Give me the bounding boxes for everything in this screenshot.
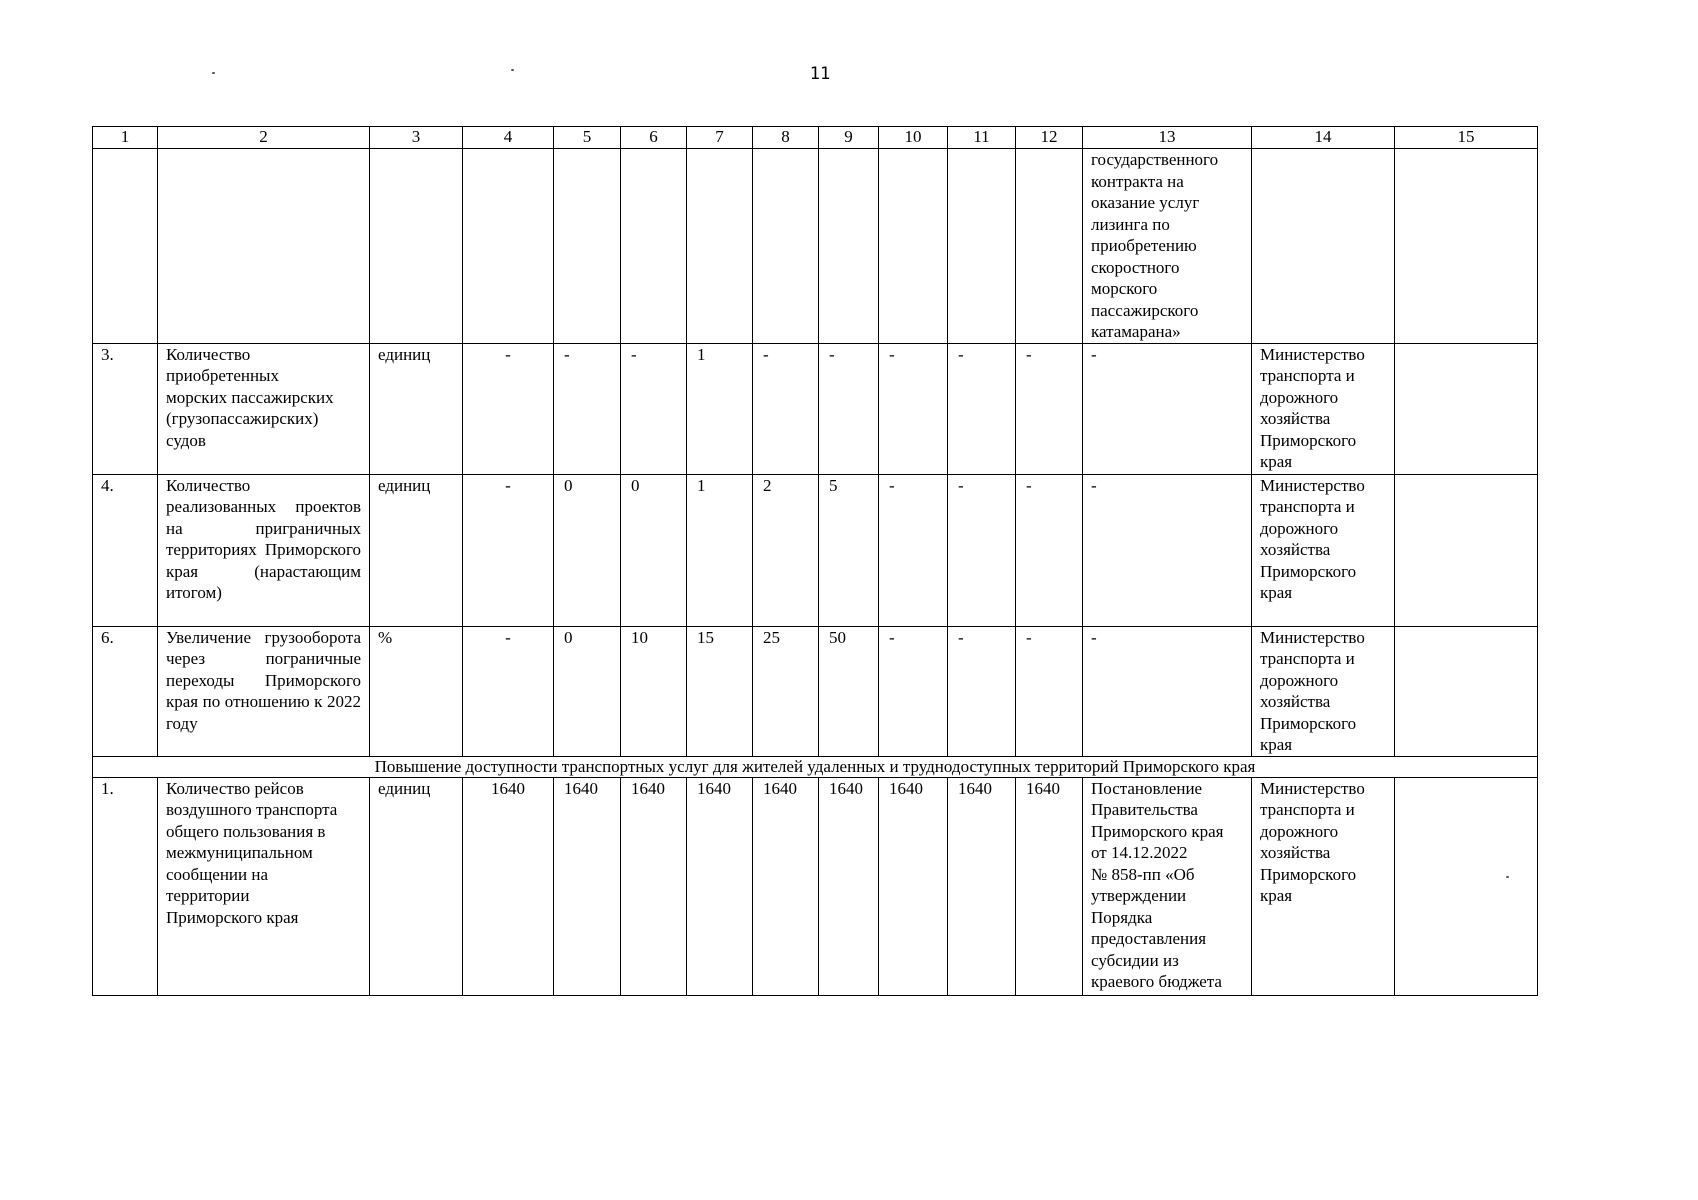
empty-cell — [463, 149, 554, 344]
value-cell: 1640 — [1016, 777, 1083, 995]
value-cell: - — [879, 626, 948, 756]
column-number: 2 — [158, 127, 370, 149]
empty-cell — [370, 149, 463, 344]
value-cell: 1640 — [687, 777, 753, 995]
responsible-cell: Министерство транспорта и дорожного хозяйства Приморского края — [1252, 777, 1395, 995]
note-cell — [1395, 474, 1538, 626]
indicator-rows-group-a — [93, 343, 1538, 756]
empty-cell — [554, 149, 621, 344]
row-number: 4. — [93, 474, 158, 626]
column-number: 8 — [753, 127, 819, 149]
indicator-name: Количество реализованных проектов на приграничных территориях Приморского края (нарастающим итогом) — [158, 474, 370, 626]
basis-cell: Постановление Правительства Приморского края от 14.12.2022 № 858-пп «Об утверждении Порядка предоставления субсидии из краевого бюджета — [1083, 777, 1252, 995]
basis-cell: государственного контракта на оказание услуг лизинга по приобретению скоростного морского пассажирского катамарана» — [1083, 149, 1252, 344]
indicator-row — [93, 777, 1538, 995]
value-cell: 0 — [554, 474, 621, 626]
value-cell: - — [1016, 343, 1083, 474]
column-number: 5 — [554, 127, 621, 149]
value-cell: 5 — [819, 474, 879, 626]
column-number: 4 — [463, 127, 554, 149]
value-cell: 1640 — [621, 777, 687, 995]
indicator-name: Увеличение грузооборота через пограничные переходы Приморского края по отношению к 2022 году — [158, 626, 370, 756]
column-number: 1 — [93, 127, 158, 149]
value-cell: 1 — [687, 474, 753, 626]
value-cell: 10 — [621, 626, 687, 756]
empty-cell — [948, 149, 1016, 344]
responsible-cell: Министерство транспорта и дорожного хозяйства Приморского края — [1252, 626, 1395, 756]
value-cell: 1640 — [948, 777, 1016, 995]
value-cell: - — [948, 343, 1016, 474]
responsible-cell: Министерство транспорта и дорожного хозяйства Приморского края — [1252, 343, 1395, 474]
column-number: 7 — [687, 127, 753, 149]
indicator-row — [93, 474, 1538, 626]
column-number: 14 — [1252, 127, 1395, 149]
indicators-table — [92, 126, 1538, 996]
empty-cell — [753, 149, 819, 344]
row-number: 1. — [93, 777, 158, 995]
empty-cell — [1252, 149, 1395, 344]
unit-cell: % — [370, 626, 463, 756]
column-number: 15 — [1395, 127, 1538, 149]
value-cell: 2 — [753, 474, 819, 626]
value-cell: - — [879, 474, 948, 626]
note-cell — [1395, 777, 1538, 995]
section-row — [93, 756, 1538, 777]
scan-speck — [511, 69, 514, 71]
value-cell: 50 — [819, 626, 879, 756]
indicator-row — [93, 626, 1538, 756]
empty-cell — [93, 149, 158, 344]
value-cell: - — [463, 474, 554, 626]
value-cell: - — [621, 343, 687, 474]
column-number: 12 — [1016, 127, 1083, 149]
value-cell: 15 — [687, 626, 753, 756]
value-cell: 25 — [753, 626, 819, 756]
scan-speck — [212, 72, 215, 74]
unit-cell: единиц — [370, 474, 463, 626]
note-cell — [1395, 626, 1538, 756]
value-cell: - — [463, 626, 554, 756]
basis-cell: - — [1083, 626, 1252, 756]
value-cell: 1640 — [879, 777, 948, 995]
row-number: 6. — [93, 626, 158, 756]
value-cell: 0 — [554, 626, 621, 756]
value-cell: 1 — [687, 343, 753, 474]
value-cell: - — [1016, 474, 1083, 626]
indicator-name: Количество приобретенных морских пассажирских (грузопассажирских) судов — [158, 343, 370, 474]
empty-cell — [1016, 149, 1083, 344]
page-number: 11 — [809, 64, 831, 84]
value-cell: - — [463, 343, 554, 474]
column-number: 11 — [948, 127, 1016, 149]
section-title: Повышение доступности транспортных услуг для жителей удаленных и труднодоступных территорий Приморского края — [93, 756, 1538, 777]
value-cell: 1640 — [463, 777, 554, 995]
empty-cell — [158, 149, 370, 344]
column-number: 3 — [370, 127, 463, 149]
indicator-row — [93, 343, 1538, 474]
indicator-rows-group-b — [93, 777, 1538, 995]
empty-cell — [819, 149, 879, 344]
empty-cell — [687, 149, 753, 344]
column-number: 10 — [879, 127, 948, 149]
value-cell: - — [879, 343, 948, 474]
value-cell: - — [554, 343, 621, 474]
empty-cell — [621, 149, 687, 344]
value-cell: 1640 — [554, 777, 621, 995]
value-cell: 0 — [621, 474, 687, 626]
column-number: 9 — [819, 127, 879, 149]
scan-speck — [1506, 876, 1509, 878]
value-cell: - — [948, 474, 1016, 626]
responsible-cell: Министерство транспорта и дорожного хозяйства Приморского края — [1252, 474, 1395, 626]
value-cell: - — [1016, 626, 1083, 756]
value-cell: 1640 — [753, 777, 819, 995]
basis-cell: - — [1083, 474, 1252, 626]
column-number: 6 — [621, 127, 687, 149]
empty-cell — [879, 149, 948, 344]
unit-cell: единиц — [370, 777, 463, 995]
value-cell: - — [819, 343, 879, 474]
value-cell: - — [753, 343, 819, 474]
continuation-row — [93, 149, 1538, 344]
value-cell: 1640 — [819, 777, 879, 995]
empty-cell — [1395, 149, 1538, 344]
note-cell — [1395, 343, 1538, 474]
unit-cell: единиц — [370, 343, 463, 474]
value-cell: - — [948, 626, 1016, 756]
column-number: 13 — [1083, 127, 1252, 149]
row-number: 3. — [93, 343, 158, 474]
column-number-row — [93, 127, 1538, 149]
basis-cell: - — [1083, 343, 1252, 474]
indicator-name: Количество рейсов воздушного транспорта общего пользования в межмуниципальном сообщении на территории Приморского края — [158, 777, 370, 995]
